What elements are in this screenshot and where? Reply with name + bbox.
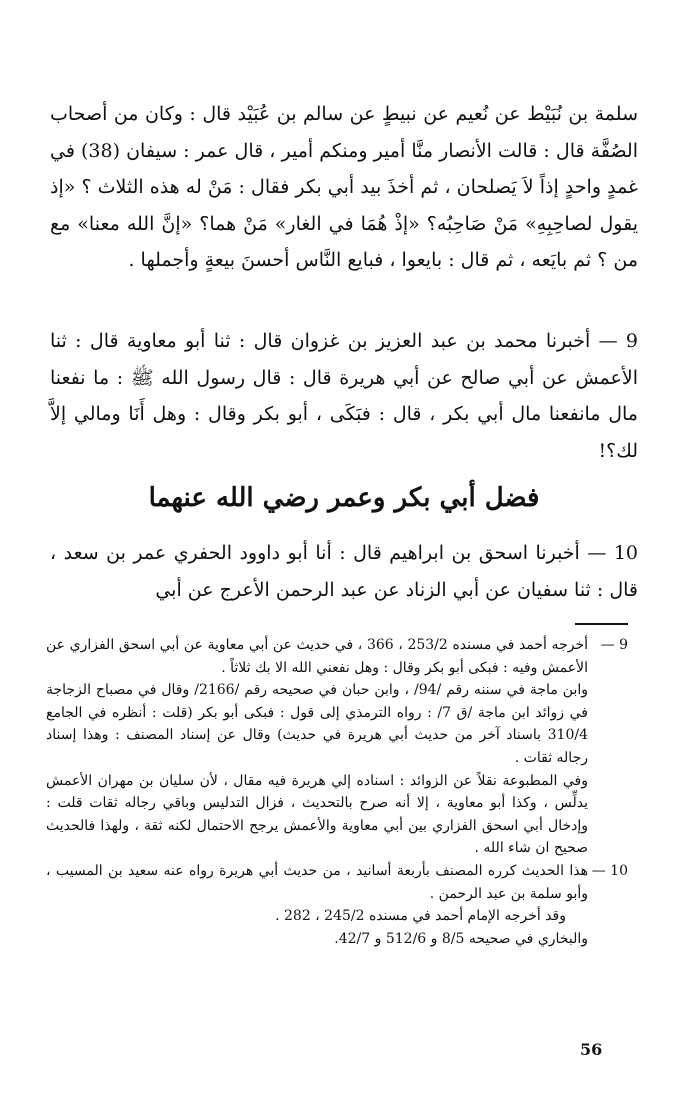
footnote-line: والبخاري في صحيحه 8/5 و 512/6 و 42/7. — [334, 930, 588, 947]
footnote-line: وفي المطبوعة نقلاً عن الزوائد : اسناده إلي هريرة فيه مقال ، لأن سليان بن مهران الأعمش يدلِّس ، وكذا أبو معاوية ، إلا أنه صرح بالتحديث ، فزال التدليس وباقي رجاله ثقات قلت : وإدخال أبي اسحق الفزاري بين أبي معاوية والأعمش يرجح الاحتمال لكنه ثقة ، ولهذا فالحديث صحيح ان شاء الله . — [46, 772, 589, 857]
footnotes-section — [46, 634, 628, 950]
footnote-number: 10 — — [591, 862, 628, 879]
footnote-10 — [46, 860, 628, 950]
paragraph-text: سلمة بن نُبَيْط عن نُعيم عن نبيطٍ عن سالم بن عُبَيْد قال : وكان من أصحاب الصُفَّة قال : قالت الأنصار منَّا أمير ومنكم أمير ، قال عمر : سيفان (38) في غمدٍ واحدٍ إذاً لاَ يَصلحان ، ثم أخذَ بيد أبي بكر فقال : مَنْ له هذه الثلاث ؟ «إذ يقول لصاحِبِهِ» مَنْ صَاحِبُه؟ «إذْ هُمَا في الغار» مَنْ هما؟ «إنَّ الله معنا» مع من ؟ ثم بايَعه ، ثم قال : بايعوا ، فبايع النَّاس أحسنَ بيعةٍ وأجملها . — [50, 103, 639, 271]
footnote-number: 9 — — [600, 637, 628, 653]
footnote-body — [46, 634, 588, 860]
paragraph-text: 9 — أخبرنا محمد بن عبد العزيز بن غزوان قال : ثنا أبو معاوية قال : ثنا الأعمش عن أبي صالح عن أبي هريرة قال : قال رسول الله ﷺ : ما نفعنا مال مانفعنا مال أبي بكر ، قال : فبَكَى ، أبو بكر وقال : وهل أَنَا ومالي إلاَّ لك؟! — [50, 330, 638, 462]
paragraph-text: 10 — أخبرنا اسحق بن ابراهيم قال : أنا أبو داوود الحفري عمر بن سعد ، قال : ثنا سفيان عن أبي الزناد عن عبد الرحمن الأعرج عن أبي — [50, 542, 638, 601]
footnote-9 — [46, 634, 628, 860]
section-heading: فضل أبي بكر وعمر رضي الله عنهما — [148, 483, 540, 513]
footnote-line: أخرجه أحمد في مسنده 253/2 ، 366 ، في حديث عن أبي معاوية عن أبي اسحق الفزاري عن الأعمش وفيه : فبكى أبو بكر وقال : وهل نفعني الله الا بك ثلاثاً . — [46, 637, 588, 676]
footnote-separator — [575, 623, 628, 625]
footnote-line: وابن ماجة في سننه رقم /94/ ، وابن حبان في صحيحه رقم /2166/ وقال في مصباح الزجاجة في زوائد ابن ماجة /ق 7/ : رواه الترمذي إلى قول : فبكى أبو بكر (قلت : أنظره في الجامع 310/4 باسناد آخر من حديث أبي هريرة في حديث) وقال عن إسناد المصنف : وهذا إسناد رجاله ثقات . — [46, 682, 588, 766]
footnote-line: هذا الحديث كرره المصنف بأربعة أسانيد ، من حديث أبي هريرة رواه عنه سعيد بن المسيب ، وأبو سلمة بن عبد الرحمن . — [46, 862, 588, 902]
body-paragraph-2 — [50, 323, 638, 469]
page-number: 56 — [580, 1040, 603, 1059]
body-paragraph-1 — [50, 96, 638, 279]
footnote-body — [46, 860, 588, 950]
footnote-line: وقد أخرجه الإمام أحمد في مسنده 245/2 ، 282 . — [275, 908, 566, 925]
body-paragraph-3 — [50, 535, 638, 608]
